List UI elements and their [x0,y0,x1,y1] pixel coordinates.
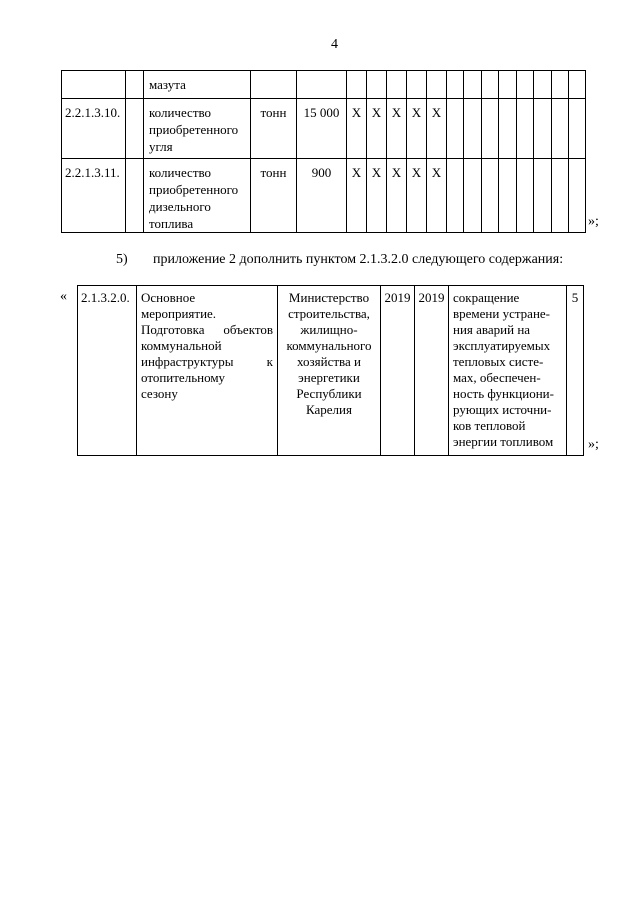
title-lines [141,290,273,402]
mark-cell: X [367,159,387,233]
description-lines [149,104,250,155]
empty-cell [569,71,586,99]
text-line: отопительному [141,370,226,385]
text-line: приобретенного [149,122,239,137]
description-lines [149,164,250,232]
mark-cell [367,71,387,99]
text-line: эксплуатируемых [453,338,551,353]
code-cell: 2.1.3.2.0. [78,286,137,456]
result-lines [453,290,566,450]
text-line: энергетики [298,370,360,385]
code-cell: 2.2.1.3.10. [62,99,126,159]
subcode-cell [126,99,144,159]
code-cell [62,71,126,99]
text-line: мазута [149,77,186,92]
mark-cell: X [427,159,447,233]
text-line: угля [149,139,173,154]
end-year-cell: 2019 [415,286,449,456]
empty-cell [534,99,552,159]
text-line: инфраструктуры к [141,354,273,369]
text-line: приобретенного [149,182,239,197]
text-line: времени устране- [453,306,551,321]
executor-cell [278,286,381,456]
text-line: Министерство [288,290,370,305]
description-cell [144,71,251,99]
text-line: энергии топливом [453,434,554,449]
text-line: Основное [141,290,196,305]
empty-cell [517,99,534,159]
empty-cell [517,159,534,233]
text-line: строительства, [288,306,370,321]
empty-cell [552,159,569,233]
text-line: ков тепловой [453,418,526,433]
table-row [62,99,586,159]
empty-cell [482,99,499,159]
closing-quote: »; [588,437,599,452]
empty-cell [499,71,517,99]
subcode-cell [126,159,144,233]
text-line: мероприятие. [141,306,217,321]
measures-table [77,285,584,456]
text-line: сезону [141,386,178,401]
text-line: ния аварий на [453,322,531,337]
empty-cell [447,71,464,99]
paragraph-text: приложение 2 дополнить пунктом 2.1.3.2.0 следующего содержания: [153,252,564,267]
empty-cell [552,99,569,159]
code-cell: 2.2.1.3.11. [62,159,126,233]
mark-cell [427,71,447,99]
title-cell [137,286,278,456]
mark-cell [387,71,407,99]
empty-cell [534,71,552,99]
table-row [62,71,586,99]
empty-cell [499,99,517,159]
mark-cell: X [387,159,407,233]
empty-cell [447,99,464,159]
table-row [78,286,584,456]
mark-cell: X [347,159,367,233]
paragraph-number: 5) [116,252,128,267]
text-line: количество [149,165,212,180]
value-cell: 900 [297,159,347,233]
unit-cell: тонн [251,159,297,233]
empty-cell [499,159,517,233]
description-cell [144,159,251,233]
value-cell [297,71,347,99]
empty-cell [569,99,586,159]
text-line: ность функциони- [453,386,554,401]
mark-cell [407,71,427,99]
result-cell [449,286,567,456]
closing-quote: »; [588,214,599,229]
mark-cell: X [407,159,427,233]
mark-cell: X [367,99,387,159]
empty-cell [464,71,482,99]
empty-cell [447,159,464,233]
text-line: коммунального [286,338,372,353]
unit-cell [251,71,297,99]
description-lines [149,76,250,93]
text-line: тепловых систе- [453,354,544,369]
empty-cell [569,159,586,233]
text-line: Подготовка объектов [141,322,273,337]
page-number: 4 [331,37,338,52]
mark-cell: X [387,99,407,159]
start-year-cell: 2019 [381,286,415,456]
empty-cell [517,71,534,99]
empty-cell [534,159,552,233]
text-line: топлива [149,216,194,231]
mark-cell: X [427,99,447,159]
unit-cell: тонн [251,99,297,159]
value-cell: 15 000 [297,99,347,159]
text-line: количество [149,105,212,120]
mark-cell [347,71,367,99]
empty-cell [464,99,482,159]
text-line: хозяйства и [297,354,361,369]
text-line: мах, обеспечен- [453,370,541,385]
text-line: сокращение [453,290,520,305]
empty-cell [464,159,482,233]
text-line: Республики [296,386,362,401]
text-line: дизельного [149,199,211,214]
text-line: Карелия [306,402,352,417]
text-line: рующих источни- [453,402,552,417]
executor-lines [280,290,378,418]
link-cell: 5 [567,286,584,456]
text-line: жилищно- [300,322,358,337]
description-cell [144,99,251,159]
empty-cell [552,71,569,99]
table-row [62,159,586,233]
indicators-table [61,70,586,233]
empty-cell [482,159,499,233]
text-line: коммунальной [141,338,222,353]
mark-cell: X [347,99,367,159]
mark-cell: X [407,99,427,159]
subcode-cell [126,71,144,99]
empty-cell [482,71,499,99]
opening-quote: « [60,289,67,304]
